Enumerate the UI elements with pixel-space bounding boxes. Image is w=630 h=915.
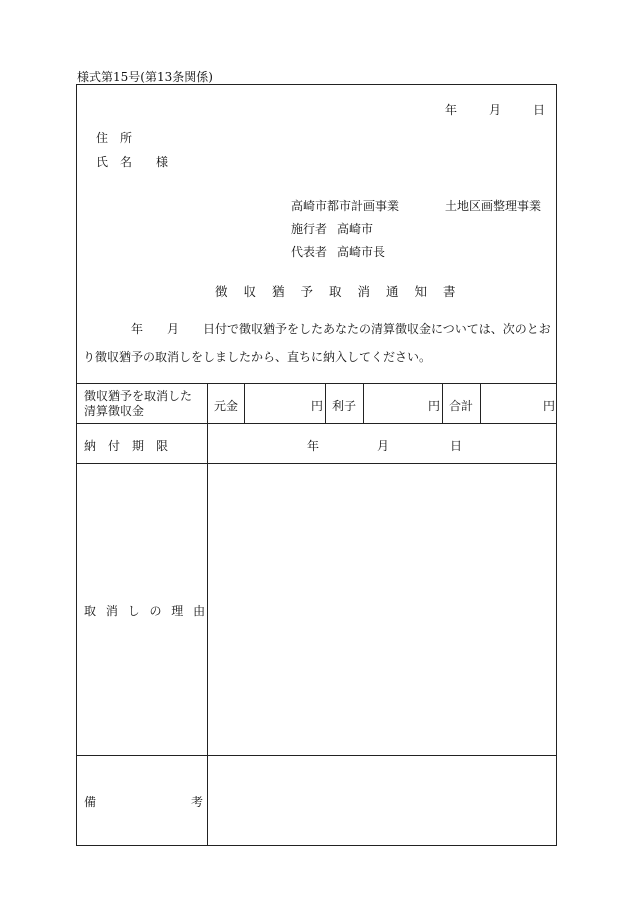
total-unit: 円 [543,399,556,413]
address-label: 住 所 [96,131,133,145]
name-label: 氏 名 [96,155,133,169]
body-text-part1: 日付で徴収猶予をしたあなたの清算徴収金については、次のとお [203,322,551,336]
cancelled-amount-label-line1: 徴収猶予を取消した [84,389,193,403]
total-label: 合計 [449,399,474,413]
table-top-rule [77,383,556,384]
payment-deadline-label: 納 付 期 限 [84,439,169,453]
document-title: 徴収猶予取消通知書 [215,284,472,299]
principal-label: 元金 [214,399,239,413]
remarks-label-b: 考 [191,795,204,809]
row1-bottom-rule [77,423,556,424]
issue-date-year: 年 [445,103,458,117]
body-text-part2: り徴収猶予の取消しをしましたから、直ちに納入してください。 [83,350,432,364]
cancellation-reason-field[interactable] [208,464,556,754]
remarks-field[interactable] [208,756,556,845]
body-year: 年 [131,322,144,336]
interest-label-rule [363,383,364,423]
notice-form-frame [76,84,557,846]
issue-date [445,101,545,118]
issuer-project-type: 土地区画整理事業 [445,199,542,213]
total-label-rule [480,383,481,423]
notice-body [83,315,553,371]
interest-unit: 円 [428,399,441,413]
form-number-label: 様式第15号(第13条関係) [77,70,213,84]
total-start-rule [442,383,443,423]
body-month: 月 [167,322,180,336]
issue-date-day: 日 [532,103,545,117]
remarks-label-a: 備 [84,795,97,809]
executor-name: 高崎市 [337,222,374,236]
issuer-project: 高崎市都市計画事業 [291,199,400,213]
cancelled-amount-label-line2: 清算徴収金 [84,404,145,418]
recipient-name-line [96,153,168,170]
executor-label: 施行者 [291,222,328,236]
representative-name: 高崎市長 [337,245,386,259]
principal-label-rule [244,383,245,423]
issuer-block [291,195,541,264]
deadline-year: 年 [307,439,320,453]
cancelled-amount-label [84,389,192,419]
issue-date-month: 月 [488,103,501,117]
deadline-month: 月 [377,439,390,453]
representative-label: 代表者 [291,245,328,259]
cancellation-reason-label: 取 消 し の 理 由 [84,604,209,618]
honorific: 様 [156,155,169,169]
deadline-day: 日 [450,439,463,453]
principal-unit: 円 [311,399,324,413]
interest-label: 利子 [332,399,357,413]
interest-start-rule [325,383,326,423]
